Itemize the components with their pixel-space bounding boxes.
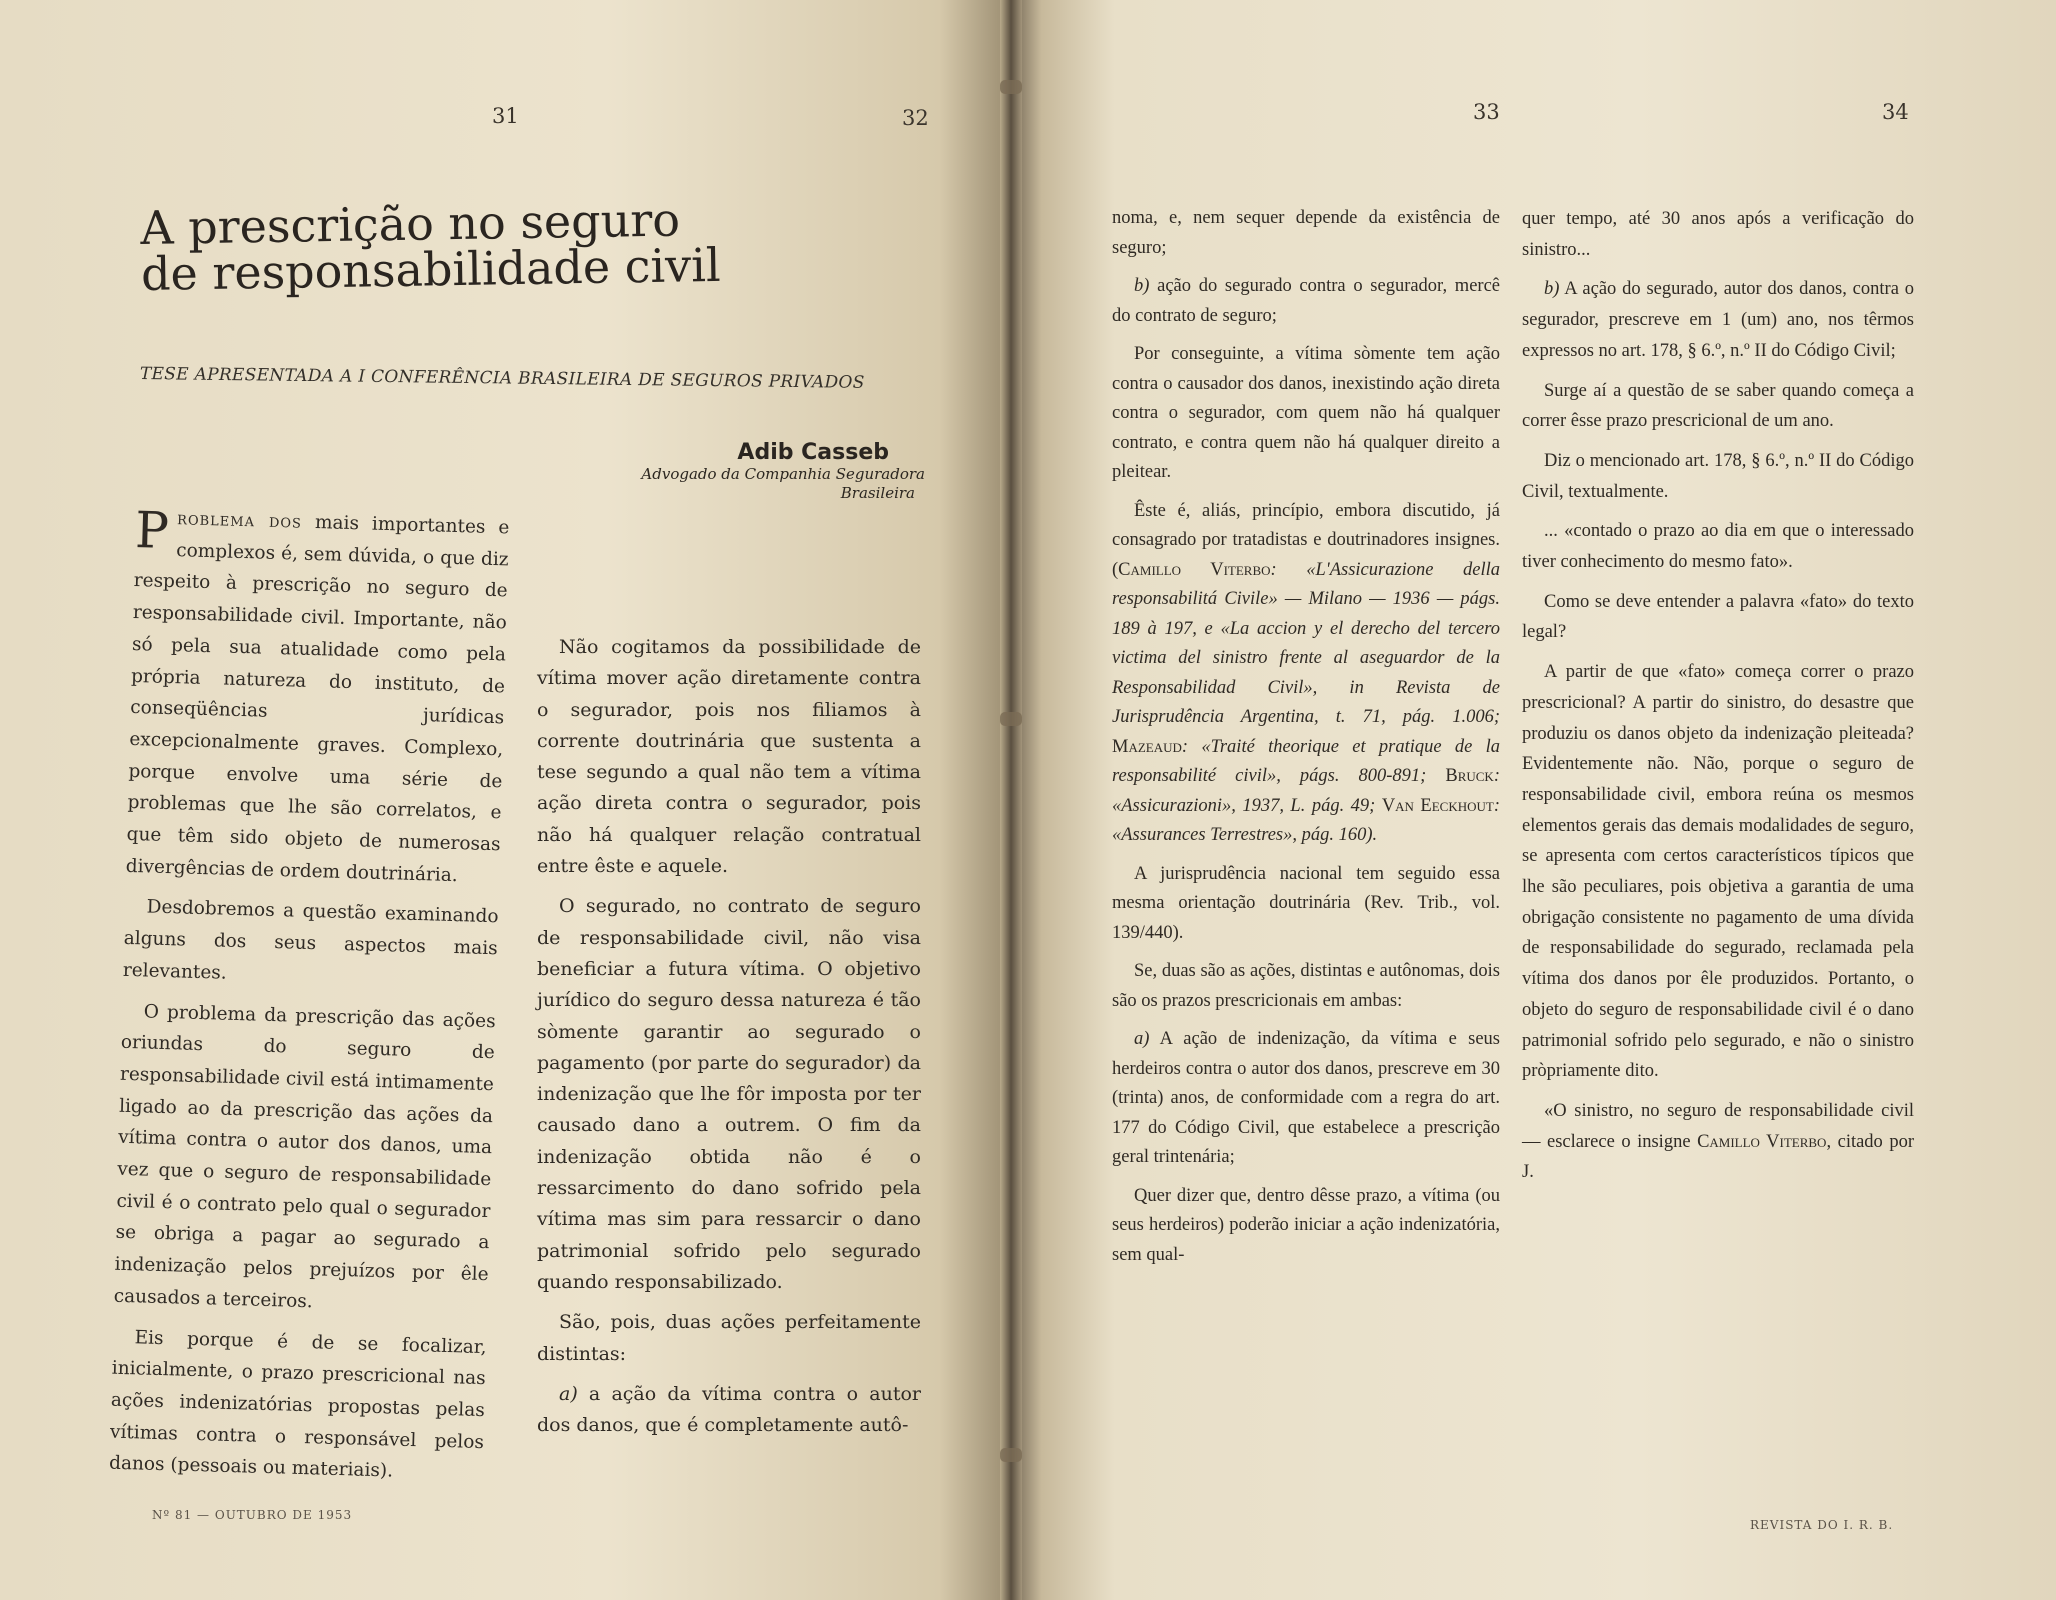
paragraph-text: ação do segurado contra o segurador, mercê do contrato de seguro; [1112,276,1500,326]
page-number-33: 33 [1473,100,1500,124]
paragraph: ... «contado o prazo ao dia em que o interessado tiver conhecimento do mesmo fato». [1522,521,1914,573]
paragraph: Se, duas são as ações, distintas e autônomas, dois são os prazos prescricionais em ambas: [1112,961,1500,1011]
paragraph-text: Êste é, aliás, princípio, embora discutido, já consagrado por tratadistas e doutrinadores insignes. ( [1112,500,1500,580]
text-column-2 [537,632,921,1450]
paragraph: A partir de que «fato» começa correr o prazo prescricional? A partir do sinistro, do desastre que produziu os danos objeto da indenização pleiteada? Evidentemente não. Não, porque o seguro de responsabilidade civil, embora reúna os mesmos elementos gerais das demais modalidades de seguro, se apresenta com certos característicos típicos que lhe são peculiares, pois objetiva a garantia de uma obrigação consistente no pagamento de uma dívida de responsabilidade do segurado, reclamada pela vítima dos danos por êle produzidos. Portanto, o objeto do seguro de responsabilidade civil é o dano patrimonial sofrido pelo segurado, e não o sinistro pròpriamente dito. [1522,662,1914,1082]
author-affiliation-1: Advogado da Companhia Seguradora [641,465,925,483]
list-label: b) [1134,276,1150,296]
author-block [565,440,925,503]
paragraph: Diz o mencionado art. 178, § 6.º, n.º II do Código Civil, textualmente. [1522,450,1914,502]
binding-stitch [1000,1448,1022,1462]
page-number-34: 34 [1882,100,1909,124]
paragraph: Desdobremos a questão examinando alguns dos seus aspectos mais relevantes. [122,896,499,984]
article-subtitle: TESE APRESENTADA A I CONFERÊNCIA BRASILEIRA DE SEGUROS PRIVADOS [139,364,865,393]
paragraph [1522,1096,1914,1188]
paragraph-text: A ação do segurado, autor dos danos, contra o segurador, prescreve em 1 (um) ano, nos têrmos expressos no art. 178, § 6.º, n.º II do Código Civil; [1522,279,1914,361]
page-number-32: 32 [902,106,929,130]
paragraph: O segurado, no contrato de seguro de responsabilidade civil, não visa beneficiar a futura vítima. O objetivo jurídico do seguro dessa natureza é tão sòmente garantir ao segurado o pagamento (por parte do segurador) da indenização que lhe fôr imposta por ter causado dano a outrem. O fim da indenização obtida não é o ressarcimento do dano sofrido pela vítima mas sim para ressarcir o dano patrimonial sofrido pelo segurado quando responsabilizado. [537,895,921,1293]
paragraph-text: «O sinistro, no seguro de responsabilidade civil — esclarece o insigne [1522,1100,1914,1152]
paragraph-text: A ação de indenização, da vítima e seus herdeiros contra o autor dos danos, prescreve em 30 (trinta) anos, de conformidade com a regra do art. 177 do Código Civil, que estabelece a prescrição geral trintenária; [1112,1029,1500,1167]
page-number-31: 31 [492,104,519,128]
citation-text: : «Assicurazioni», 1937, L. pág. 49; [1112,766,1500,816]
binding-stitch [1000,80,1022,94]
paragraph [1522,274,1914,366]
cited-author: Mazeaud [1112,736,1182,757]
citation-text: : «Assurances Terrestres», pág. 160). [1112,795,1501,845]
title-line-2: de responsabilidade civil [140,237,721,301]
paragraph: Surge aí a questão de se saber quando começa a correr êsse prazo prescricional de um ano. [1522,380,1914,432]
paragraph [1112,272,1500,331]
drop-cap: P [134,501,170,560]
paragraph: Eis porque é de se focalizar, inicialmente, o prazo prescricional nas ações indenizatórias propostas pelas vítimas contra o responsável pelos danos (pessoais ou materiais). [108,1326,487,1482]
paragraph [125,502,509,893]
text-column-1 [108,502,509,1499]
title-line-1: A prescrição no seguro [139,192,681,255]
paragraph-text: mais importantes e complexos é, sem dúvida, o que diz respeito à prescrição no seguro de responsabilidade civil. Importante, não só pela sua atualidade como pela própria natureza do instituto, de conseqüências jurídicas excepcionalmente graves. Complexo, porque envolve uma série de problemas que lhe são correlatos, e que têm sido objeto de numerosas divergências de ordem doutrinária. [125,511,510,886]
paragraph: Quer dizer que, dentro dêsse prazo, a vítima (ou seus herdeiros) poderão iniciar a ação indenizatória, sem qual- [1112,1185,1500,1265]
binding-gutter [1000,0,1022,1600]
paragraph: Não cogitamos da possibilidade de vítima mover ação diretamente contra o segurador, pois nos filiamos à corrente doutrinária que sustenta a tese segundo a qual não tem a vítima ação direta contra o segurador, pois não há qualquer relação contratual entre êste e aquele. [537,636,921,878]
cited-author: Camillo Viterbo [1118,559,1271,580]
list-label: a) [1134,1029,1150,1049]
paragraph: A jurisprudência nacional tem seguido essa mesma orientação doutrinária (Rev. Trib., vol. 139/440). [1112,863,1500,943]
cited-author: Camillo Viterbo [1697,1131,1827,1152]
paragraph [537,1379,921,1442]
lead-in: roblema dos [176,508,303,533]
paragraph-text: a ação da vítima contra o autor dos danos, que é completamente autô- [537,1382,921,1437]
paragraph [1112,1025,1500,1173]
paragraph [1112,497,1500,851]
left-page [0,0,1010,1600]
citation-text: : «Traité theorique et pratique de la responsabilité civil», págs. 800-891; [1112,736,1500,786]
footer-journal: REVISTA DO I. R. B. [1750,1518,1894,1532]
paragraph: noma, e, nem sequer depende da existência de seguro; [1112,208,1500,258]
list-label: b) [1544,279,1560,300]
footer-issue: Nº 81 — OUTUBRO DE 1953 [152,1508,353,1522]
cited-author: Bruck [1445,766,1494,786]
text-column-3 [1112,204,1500,1279]
article-title [139,192,761,301]
paragraph: Como se deve entender a palavra «fato» do texto legal? [1522,591,1914,643]
cited-author: Van Eeckhout [1381,795,1494,816]
text-column-4 [1522,204,1914,1197]
binding-stitch [1000,712,1022,726]
paragraph-text: , citado por J. [1522,1131,1914,1183]
author-affiliation-2: Brasileira [840,484,915,502]
paragraph: quer tempo, até 30 anos após a verificação do sinistro... [1522,209,1914,260]
author-name: Adib Casseb [737,440,889,465]
paragraph: O problema da prescrição das ações oriundas do seguro de responsabilidade civil está intimamente ligado ao da prescrição das ações da vítima contra o autor dos danos, uma vez que o seguro de responsabilidade civil é o contrato pelo qual o segurador se obriga a pagar ao segurado a indenização pelos prejuízos por êle causados a terceiros. [113,1000,496,1313]
list-label: a) [559,1382,578,1405]
paragraph: Por conseguinte, a vítima sòmente tem ação contra o causador dos danos, inexistindo ação direta contra o segurador, com quem não há qualquer contrato, e contra quem não há qualquer direito a pleitear. [1112,344,1500,482]
citation-text: : «L'Assicurazione della responsabilitá Civile» — Milano — 1936 — págs. 189 à 197, e «La accion y el derecho del tercero victima del sinistro frente al aseguardor de la Responsabilidad Civil», in Revista de Jurisprudência Argentina, t. 71, pág. 1.006; [1112,559,1500,727]
paragraph: São, pois, duas ações perfeitamente distintas: [537,1311,921,1365]
